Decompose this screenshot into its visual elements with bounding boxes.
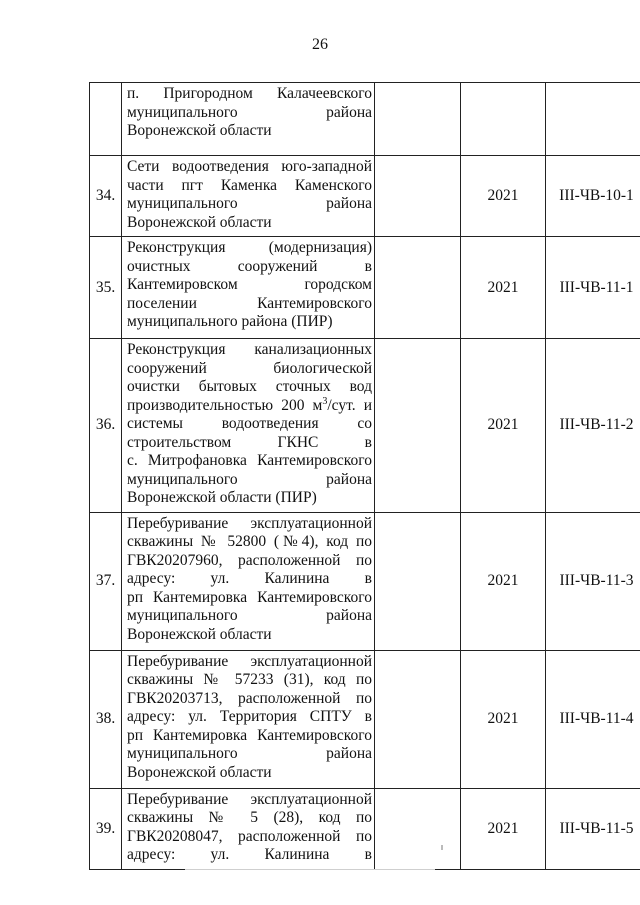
row-number: 36. xyxy=(90,339,122,513)
bottom-rule xyxy=(185,869,435,870)
year-cell: 2021 xyxy=(461,156,546,237)
empty-cell xyxy=(375,83,461,156)
objects-table xyxy=(89,82,640,870)
code-cell: III-ЧВ-11-4 xyxy=(546,650,640,788)
object-name xyxy=(122,512,375,650)
object-name xyxy=(122,339,375,513)
table-row xyxy=(90,650,640,788)
table-row xyxy=(90,83,640,156)
object-name-line: адресу: ул. Калинина в xyxy=(127,570,372,587)
object-name-line: очистных сооружений в xyxy=(127,257,372,275)
table-row xyxy=(90,156,640,237)
object-name-line: рп Кантемировка Кантемировского xyxy=(127,588,372,606)
object-name-line: ГВК20203713, расположенной по xyxy=(127,689,372,707)
object-name-line: муниципального района xyxy=(127,470,372,488)
object-name-line: Реконструкция (модернизация) xyxy=(127,239,372,256)
object-name-line: Перебуривание эксплуатационной xyxy=(127,790,372,808)
object-name-line: Перебуривание эксплуатационной xyxy=(127,514,372,532)
object-name-line: ГВК20207960, расположенной по xyxy=(127,551,372,569)
object-name-line: Воронежской области (ПИР) xyxy=(127,489,317,506)
object-name xyxy=(122,237,375,339)
empty-cell xyxy=(375,650,461,788)
object-name-line: поселении Кантемировского xyxy=(127,294,372,312)
empty-cell xyxy=(375,339,461,513)
year-cell xyxy=(461,83,546,156)
code-cell: III-ЧВ-11-2 xyxy=(546,339,640,513)
object-name-line: системы водоотведения со xyxy=(127,415,372,432)
object-name-line: Воронежской области xyxy=(127,763,272,781)
object-name-line: с. Митрофановка Кантемировского xyxy=(127,452,372,469)
page-number: 26 xyxy=(312,36,328,53)
object-name-line: сооружений биологической xyxy=(127,359,372,377)
object-name-line: муниципального района xyxy=(127,607,372,624)
row-number: 39. xyxy=(90,788,122,869)
table-row xyxy=(90,237,640,339)
table-row xyxy=(90,339,640,513)
scan-mark xyxy=(441,845,443,850)
table-row xyxy=(90,788,640,869)
year-cell: 2021 xyxy=(461,650,546,788)
object-name-line: муниципального района (ПИР) xyxy=(127,313,333,330)
empty-cell xyxy=(375,512,461,650)
object-name-line: адресу: ул. Калинина в xyxy=(127,846,372,863)
year-cell: 2021 xyxy=(461,788,546,869)
empty-cell xyxy=(375,788,461,869)
row-number: 38. xyxy=(90,650,122,788)
code-cell xyxy=(546,83,640,156)
object-name-line: скважины № 5 (28), код по xyxy=(127,809,372,826)
empty-cell xyxy=(375,156,461,237)
year-cell: 2021 xyxy=(461,339,546,513)
row-number: 35. xyxy=(90,237,122,339)
object-name-line: Воронежской области xyxy=(127,625,272,643)
object-name xyxy=(122,650,375,788)
row-number: 34. xyxy=(90,156,122,237)
object-name xyxy=(122,788,375,869)
object-name-line: рп Кантемировка Кантемировского xyxy=(127,726,372,744)
code-cell: III-ЧВ-10-1 xyxy=(546,156,640,237)
object-name-line: п. Пригородном Калачеевского xyxy=(127,85,372,102)
year-cell: 2021 xyxy=(461,512,546,650)
object-name-line: Реконструкция канализационных xyxy=(127,341,372,358)
code-cell: III-ЧВ-11-5 xyxy=(546,788,640,869)
object-name-line: адресу: ул. Территория СПТУ в xyxy=(127,708,372,725)
object-name xyxy=(122,83,375,156)
object-name-line: скважины № 57233 (31), код по xyxy=(127,671,372,688)
year-cell: 2021 xyxy=(461,237,546,339)
table-row xyxy=(90,512,640,650)
code-cell: III-ЧВ-11-3 xyxy=(546,512,640,650)
object-name-line: муниципального района xyxy=(127,745,372,762)
object-name-line: производительностью 200 $м^3$/сут. и xyxy=(127,395,372,414)
object-name-line: Перебуривание эксплуатационной xyxy=(127,652,372,670)
code-cell: III-ЧВ-11-1 xyxy=(546,237,640,339)
object-name-line: Воронежской области xyxy=(127,122,272,139)
row-number: 37. xyxy=(90,512,122,650)
object-name-line: муниципального района xyxy=(127,195,372,212)
row-number xyxy=(90,83,122,156)
object-name-line: муниципального района xyxy=(127,103,372,121)
object-name-line: скважины № 52800 (№4), код по xyxy=(127,533,372,550)
object-name-line: Сети водоотведения юго-западной xyxy=(127,158,372,175)
object-name xyxy=(122,156,375,237)
object-name-line: строительством ГКНС в xyxy=(127,433,372,451)
object-name-line: части пгт Каменка Каменского xyxy=(127,176,372,194)
object-name-line: Воронежской области xyxy=(127,213,272,231)
object-name-line: ГВК20208047, расположенной по xyxy=(127,827,372,845)
object-name-line: очистки бытовых сточных вод xyxy=(127,378,372,395)
object-name-line: Кантемировском городском xyxy=(127,276,372,293)
table-body xyxy=(90,83,640,870)
empty-cell xyxy=(375,237,461,339)
